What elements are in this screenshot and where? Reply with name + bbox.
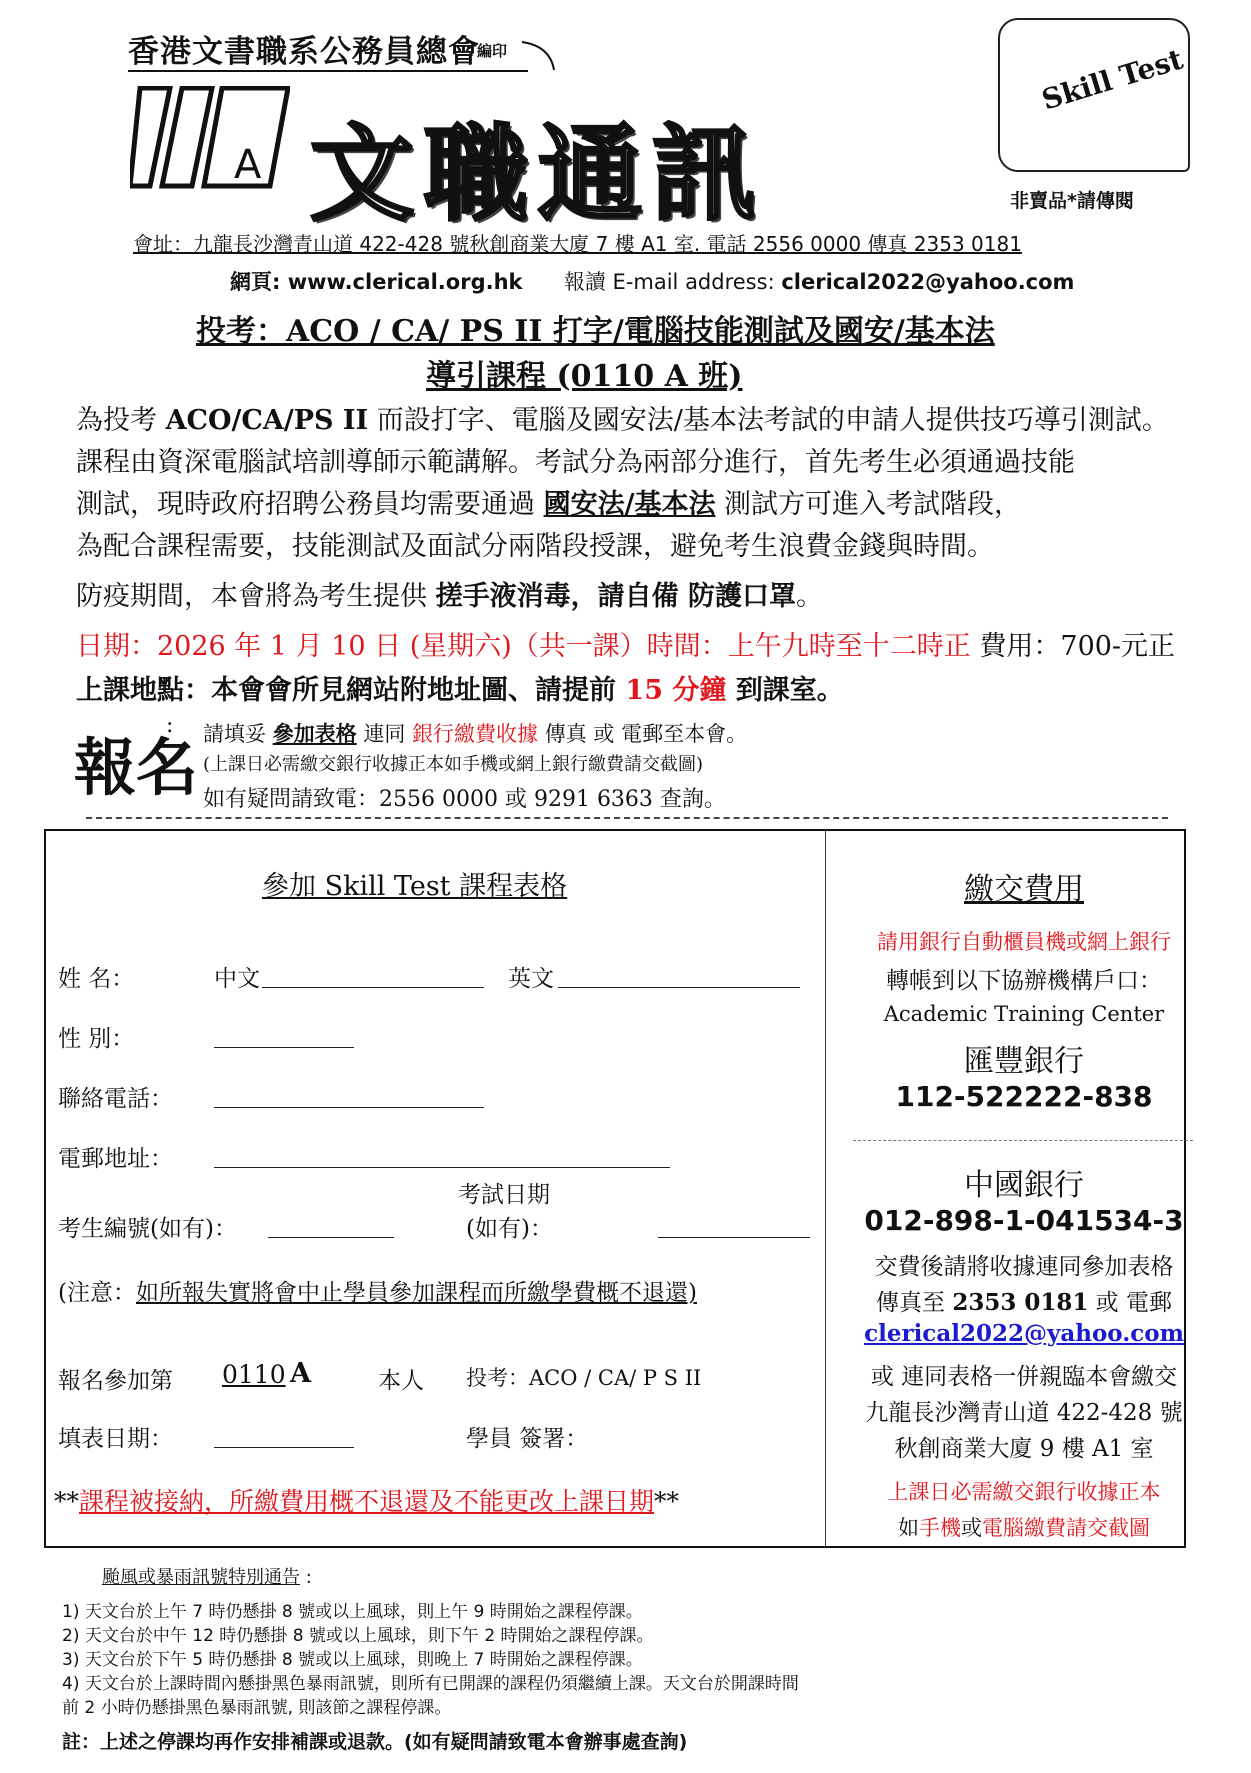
after-pay-line-1: 交費後請將收據連同參加表格: [874, 1254, 1174, 1280]
registration-line-2: (上課日必需繳交銀行收據正本如手機或網上銀行繳費請交截圖): [203, 754, 704, 775]
payment-email-link[interactable]: clerical2022@yahoo.com: [864, 1320, 1184, 1347]
email-label: 報讀 E-mail address:: [563, 270, 782, 294]
intro-line-3: 測試，現時政府招聘公務員均需要通過 國安法/基本法 測試方可進入考試階段，: [76, 489, 1022, 520]
venue-line: 上課地點：本會會所見網站附地址圖、請提前 15 分鐘 到課室。: [76, 675, 844, 706]
payment-line-2: 轉帳到以下協辦機構戶口：: [886, 968, 1162, 994]
after-pay-line-4: 九龍長沙灣青山道 422-428 號: [865, 1400, 1183, 1426]
fill-date-label: 填表日期：: [58, 1426, 173, 1452]
intro-line-1: 為投考 ACO/CA/PS II 而設打字、電腦及國安法/基本法考試的申請人提供技巧導引測試。: [76, 405, 1169, 436]
name-cn-label: 中文: [214, 966, 260, 992]
after-pay-line-3: 或 連同表格一併親臨本會繳交: [870, 1364, 1178, 1390]
email-link[interactable]: clerical2022@yahoo.com: [781, 270, 1075, 294]
form-column-divider: [825, 829, 826, 1547]
masthead-title: 文職通訊: [310, 112, 767, 235]
name-label: 姓 名：: [58, 966, 135, 992]
self-label: 本人: [378, 1368, 424, 1394]
candidate-no-label: 考生編號(如有)：: [58, 1216, 237, 1242]
name-en-field[interactable]: [558, 987, 800, 988]
footnote: 註：上述之停課均再作安排補課或退款。(如有疑問請致電本會辦事處查詢): [62, 1731, 688, 1753]
intro-line-2: 課程由資深電腦試培訓導師示範講解。考試分為兩部分進行，首先考生必須通過技能: [76, 447, 1075, 478]
gender-label: 性 別：: [58, 1026, 135, 1052]
gender-field[interactable]: [214, 1047, 354, 1048]
bracket-decoration: [520, 34, 560, 84]
email-field[interactable]: [214, 1167, 670, 1168]
section-divider: [86, 817, 1168, 819]
name-en-label: 英文: [508, 966, 554, 992]
payment-line-1: 請用銀行自動櫃員機或網上銀行: [877, 930, 1171, 954]
false-info-note: (注意：如所報失實將會中止學員參加課程而所繳學費概不退還): [58, 1280, 697, 1306]
typhoon-item-5: 前 2 小時仍懸掛黑色暴雨訊號, 則該節之課程停課。: [62, 1698, 452, 1718]
typhoon-item-1: 1) 天文台於上午 7 時仍懸掛 8 號或以上風球，則上午 9 時開始之課程停課。: [62, 1602, 643, 1622]
account-boc: 012-898-1-041534-3: [864, 1204, 1184, 1237]
bank-boc: 中國銀行: [964, 1168, 1084, 1203]
payee-name: Academic Training Center: [883, 1002, 1165, 1026]
registration-colon: :: [166, 713, 174, 738]
phone-field[interactable]: [214, 1107, 484, 1108]
typhoon-item-4: 4) 天文台於上課時間內懸掛黑色暴雨訊號，則所有已開課的課程仍須繼續上課。天文台於開課時間: [62, 1674, 799, 1694]
svg-text:A: A: [234, 142, 262, 188]
not-for-sale-note: 非賣品*請傳閱: [1010, 190, 1134, 212]
registration-heading: 報名: [74, 731, 199, 804]
date-time-text: 日期：2026 年 1 月 10 日 (星期六)（共一課）時間：上午九時至十二時正: [76, 631, 971, 662]
typhoon-item-2: 2) 天文台於中午 12 時仍懸掛 8 號或以上風球，則下午 2 時開始之課程停課。: [62, 1626, 654, 1646]
name-cn-field[interactable]: [262, 987, 484, 988]
intro-line-5: 防疫期間，本會將為考生提供 搓手液消毒，請自備 防護口罩。: [76, 581, 823, 612]
website-link[interactable]: 網頁: www.clerical.org.hk: [230, 270, 523, 294]
course-title-line2: 導引課程 (0110 A 班): [426, 359, 743, 394]
payment-title: 繳交費用: [964, 872, 1084, 907]
after-pay-line-5: 秋創商業大廈 9 樓 A1 室: [894, 1436, 1154, 1462]
signature-label: 學員 簽署：: [466, 1426, 589, 1452]
apply-label: 投考：ACO / CA/ P S II: [466, 1366, 702, 1390]
typhoon-title: 颱風或暴雨訊號特別通告 :: [102, 1567, 312, 1588]
class-letter: A: [290, 1358, 311, 1389]
schedule-line: [76, 624, 1175, 663]
form-title: 參加 Skill Test 課程表格: [262, 871, 568, 902]
phone-label: 聯絡電話：: [58, 1086, 173, 1112]
org-name: 香港文書職系公務員總會: [128, 34, 480, 70]
exam-date-field[interactable]: [658, 1237, 810, 1238]
screenshot-note: 如手機或電腦繳費請交截圖: [898, 1516, 1150, 1540]
exam-date-label: 考試日期: [458, 1182, 550, 1208]
payment-divider: [853, 1140, 1193, 1141]
after-pay-line-2: 傳真至 2353 0181 或 電郵: [876, 1289, 1172, 1316]
email-label-form: 電郵地址：: [58, 1146, 173, 1172]
intro-line-4: 為配合課程需要，技能測試及面試分兩階段授課，避免考生浪費金錢與時間。: [76, 531, 994, 562]
bank-hsbc: 匯豐銀行: [964, 1044, 1084, 1079]
registration-line-3: 如有疑問請致電：2556 0000 或 9291 6363 查詢。: [203, 787, 726, 812]
typhoon-item-3: 3) 天文台於下午 5 時仍懸掛 8 號或以上風球，則晚上 7 時開始之課程停課。: [62, 1650, 643, 1670]
registration-line-1: 請填妥 參加表格 連同 銀行繳費收據 傳真 或 電郵至本會。: [203, 721, 748, 746]
contact-line: [230, 266, 1074, 296]
edit-tag: 編印: [477, 42, 508, 60]
fee-text: 費用：700-元正: [970, 631, 1176, 662]
candidate-no-field[interactable]: [268, 1237, 394, 1238]
fill-date-field[interactable]: [214, 1447, 354, 1448]
skill-test-label: Skill Test: [1038, 42, 1187, 117]
refund-warning: **課程被接納，所繳費用概不退還及不能更改上課日期**: [54, 1487, 680, 1516]
union-logo-icon: [130, 86, 290, 194]
org-underline: [128, 70, 528, 72]
enrol-label: 報名參加第: [58, 1368, 173, 1394]
exam-date-if-any: (如有)：: [466, 1216, 553, 1242]
address-line: 會址：九龍長沙灣青山道 422-428 號秋創商業大廈 7 樓 A1 室. 電話 2556 0000 傳真 2353 0181: [133, 232, 1022, 256]
receipt-note: 上課日必需繳交銀行收據正本: [887, 1480, 1161, 1504]
account-hsbc: 112-522222-838: [895, 1080, 1153, 1113]
class-number: 0110: [222, 1360, 286, 1389]
course-title-line1: 投考：ACO / CA/ PS II 打字/電腦技能測試及國安/基本法: [196, 314, 995, 349]
